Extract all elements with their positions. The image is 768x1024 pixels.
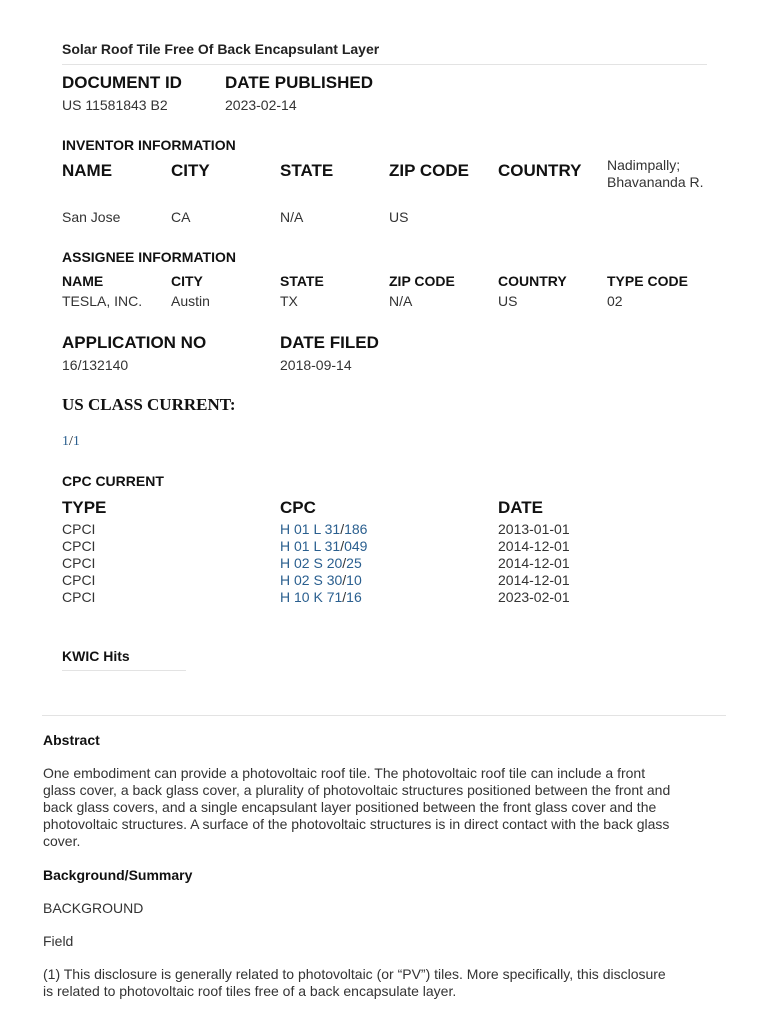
cpc-type-cell: CPCI xyxy=(62,555,96,571)
cpc-row xyxy=(62,538,762,555)
assignee-header-country: COUNTRY xyxy=(498,273,567,289)
application-no-label: APPLICATION NO xyxy=(62,333,207,352)
assignee-city-value: Austin xyxy=(171,293,210,309)
cpc-type-cell: CPCI xyxy=(62,521,96,537)
cpc-subcode-link[interactable]: 049 xyxy=(344,538,368,554)
cpc-code-cell xyxy=(280,572,362,588)
cpc-row xyxy=(62,521,762,538)
cpc-date-cell: 2014-12-01 xyxy=(498,555,570,571)
inventor-header-state: STATE xyxy=(280,161,334,180)
cpc-subcode-link[interactable]: 16 xyxy=(346,589,362,605)
assignee-header-city: CITY xyxy=(171,273,203,289)
date-published-value: 2023-02-14 xyxy=(225,97,297,113)
us-class-link-a[interactable]: 1 xyxy=(62,434,69,449)
document-id-label: DOCUMENT ID xyxy=(62,73,182,92)
cpc-table xyxy=(62,521,762,611)
title-divider xyxy=(62,64,707,65)
cpc-date-cell: 2013-01-01 xyxy=(498,521,570,537)
cpc-type-cell: CPCI xyxy=(62,572,96,588)
document-id-value: US 11581843 B2 xyxy=(62,97,168,113)
assignee-header-zip: ZIP CODE xyxy=(389,273,455,289)
cpc-header-type: TYPE xyxy=(62,498,107,517)
cpc-subcode-link[interactable]: 25 xyxy=(346,555,362,571)
us-class-value xyxy=(62,434,80,450)
background-paragraph xyxy=(43,966,733,1000)
cpc-code-separator: / xyxy=(340,538,345,554)
cpc-code-link[interactable]: H 01 L 31 xyxy=(280,521,341,537)
assignee-zip-value: N/A xyxy=(389,293,413,309)
kwic-hits-label[interactable]: KWIC Hits xyxy=(62,648,130,664)
cpc-subcode-link[interactable]: 186 xyxy=(344,521,368,537)
cpc-date-cell: 2014-12-01 xyxy=(498,538,570,554)
cpc-date-cell: 2014-12-01 xyxy=(498,572,570,588)
date-published-label: DATE PUBLISHED xyxy=(225,73,373,92)
inventor-name-value: Nadimpally; Bhavananda R. xyxy=(607,157,704,190)
assignee-section-label: ASSIGNEE INFORMATION xyxy=(62,249,236,265)
cpc-code-cell xyxy=(280,538,367,554)
abstract-text xyxy=(43,765,733,850)
cpc-row xyxy=(62,572,762,589)
cpc-code-link[interactable]: H 02 S 30 xyxy=(280,572,343,588)
background-line: is related to photovoltaic roof tiles free of a back encapsulate layer. xyxy=(43,983,457,999)
inventor-header-zip: ZIP CODE xyxy=(389,161,469,180)
abstract-line: photovoltaic structures. A surface of the photovoltaic structures is in direct contact with the back glass xyxy=(43,816,670,832)
cpc-code-cell xyxy=(280,521,367,537)
background-heading: BACKGROUND xyxy=(43,900,144,916)
inventor-state-value: CA xyxy=(171,209,191,225)
cpc-code-separator: / xyxy=(340,521,345,537)
cpc-code-separator: / xyxy=(342,589,347,605)
cpc-code-separator: / xyxy=(342,555,347,571)
section-divider xyxy=(42,715,726,716)
inventor-header-city: CITY xyxy=(171,161,210,180)
date-filed-value: 2018-09-14 xyxy=(280,357,352,373)
field-heading: Field xyxy=(43,933,74,949)
abstract-line: back glass covers, and a single encapsulant layer positioned between the front glass cover and the xyxy=(43,799,657,815)
abstract-line: glass cover, a back glass cover, a plurality of photovoltaic structures positioned between the front and xyxy=(43,782,671,798)
cpc-row xyxy=(62,555,762,572)
cpc-type-cell: CPCI xyxy=(62,589,96,605)
assignee-type-code-value: 02 xyxy=(607,293,623,309)
assignee-header-name: NAME xyxy=(62,273,104,289)
cpc-type-cell: CPCI xyxy=(62,538,96,554)
abstract-heading: Abstract xyxy=(43,732,100,748)
assignee-header-state: STATE xyxy=(280,273,324,289)
us-class-label: US CLASS CURRENT: xyxy=(62,395,236,414)
cpc-row xyxy=(62,589,762,606)
date-filed-label: DATE FILED xyxy=(280,333,379,352)
background-line: (1) This disclosure is generally related to photovoltaic (or “PV”) tiles. More specifically, this disclosure xyxy=(43,966,666,982)
inventor-header-country: COUNTRY xyxy=(498,161,582,180)
inventor-city-value: San Jose xyxy=(62,209,121,225)
cpc-code-cell xyxy=(280,589,362,605)
us-class-separator: / xyxy=(69,434,73,449)
inventor-country-value: US xyxy=(389,209,409,225)
assignee-state-value: TX xyxy=(280,293,298,309)
cpc-date-cell: 2023-02-01 xyxy=(498,589,570,605)
cpc-code-link[interactable]: H 01 L 31 xyxy=(280,538,341,554)
us-class-link-b[interactable]: 1 xyxy=(72,434,80,449)
background-summary-heading: Background/Summary xyxy=(43,867,193,883)
cpc-subcode-link[interactable]: 10 xyxy=(346,572,362,588)
cpc-header-date: DATE xyxy=(498,498,544,517)
cpc-header-cpc: CPC xyxy=(280,498,316,517)
application-no-value: 16/132140 xyxy=(62,357,129,373)
cpc-section-label: CPC CURRENT xyxy=(62,473,164,489)
assignee-header-type-code: TYPE CODE xyxy=(607,273,688,289)
inventor-header-name: NAME xyxy=(62,161,113,180)
inventor-section-label: INVENTOR INFORMATION xyxy=(62,137,236,153)
document-title: Solar Roof Tile Free Of Back Encapsulant Layer xyxy=(62,41,380,57)
cpc-code-separator: / xyxy=(342,572,347,588)
assignee-name-value: TESLA, INC. xyxy=(62,293,143,309)
kwic-divider xyxy=(62,670,186,671)
cpc-code-cell xyxy=(280,555,362,571)
abstract-line: cover. xyxy=(43,833,81,849)
cpc-code-link[interactable]: H 10 K 71 xyxy=(280,589,343,605)
inventor-zip-value: N/A xyxy=(280,209,304,225)
assignee-country-value: US xyxy=(498,293,518,309)
abstract-line: One embodiment can provide a photovoltaic roof tile. The photovoltaic roof tile can include a front xyxy=(43,765,646,781)
cpc-code-link[interactable]: H 02 S 20 xyxy=(280,555,343,571)
